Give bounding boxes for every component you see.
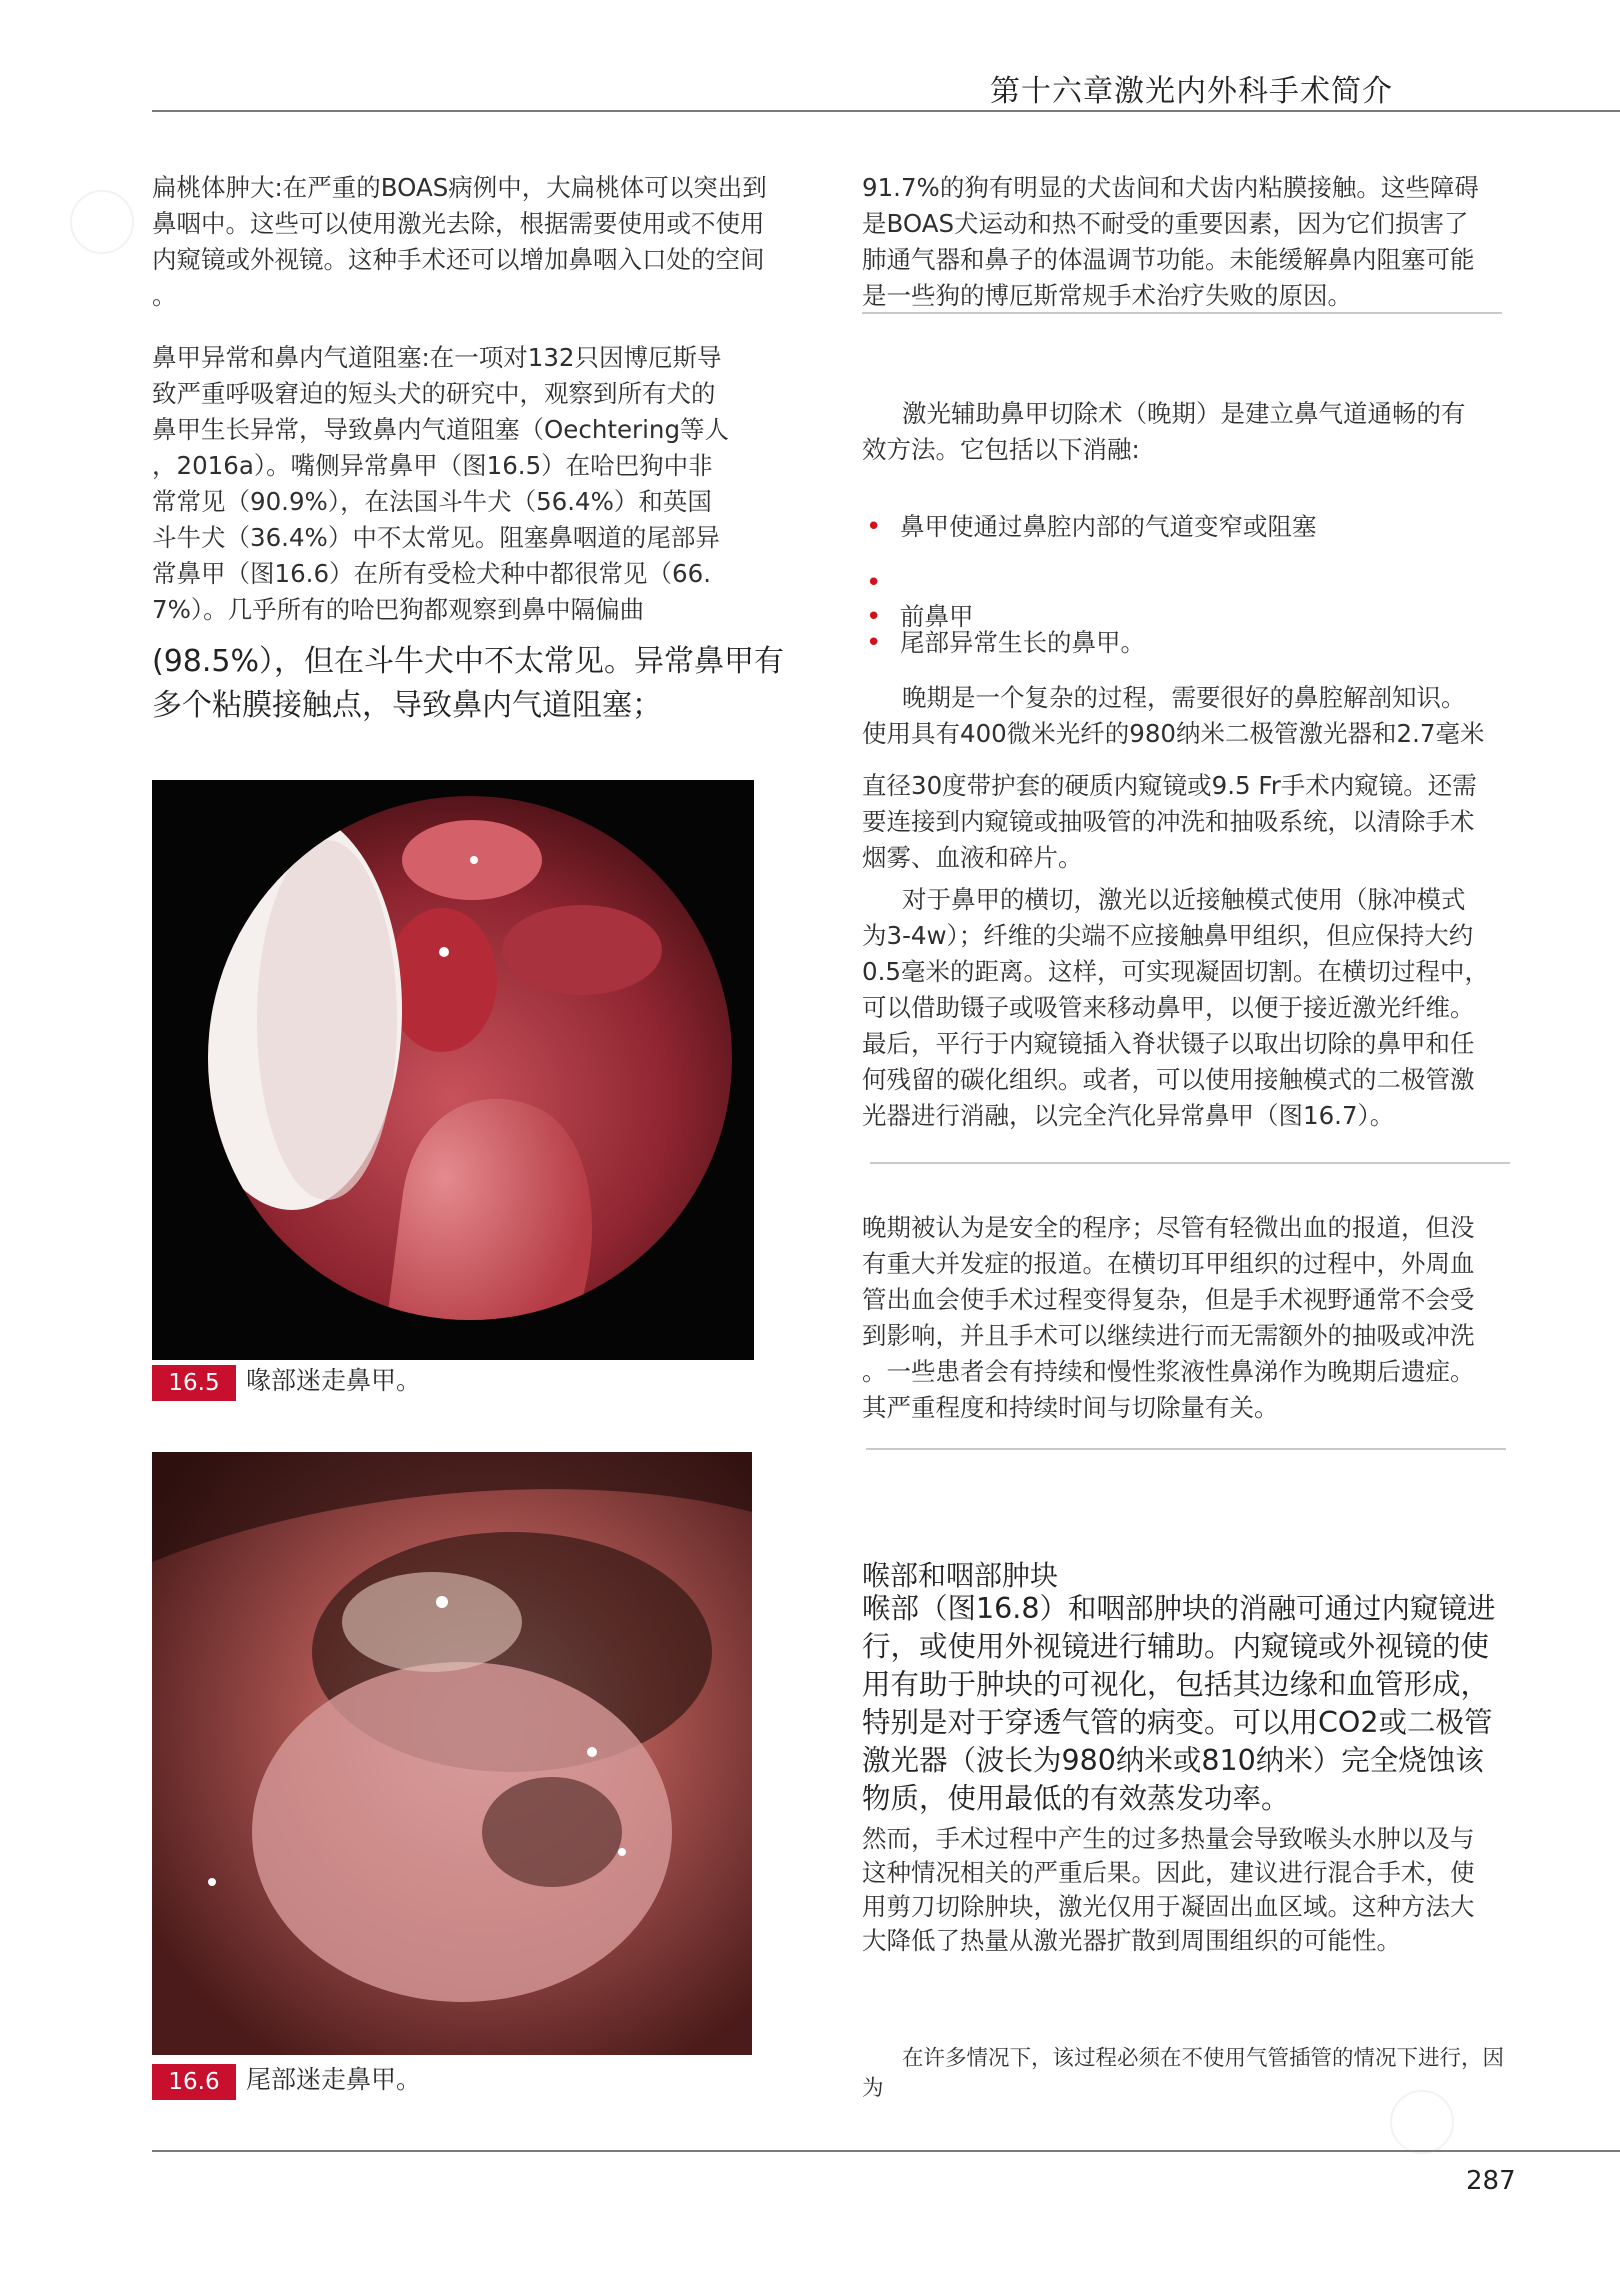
text-line: 在许多情况下，该过程必须在不使用气管插管的情况下进行，因	[902, 2046, 1505, 2071]
text-line: 晚期是一个复杂的过程，需要很好的鼻腔解剖知识。	[902, 683, 1466, 712]
text-line: 肺通气器和鼻子的体温调节功能。未能缓解鼻内阻塞可能	[862, 245, 1475, 274]
bullet-icon: •	[866, 602, 882, 632]
text-line: 使用具有400微米光纤的980纳米二极管激光器和2.7毫米	[862, 719, 1485, 748]
text-line: 效方法。它包括以下消融:	[862, 435, 1140, 464]
right-paragraph-safety	[862, 1210, 1522, 1426]
scan-artifact-line	[866, 1448, 1506, 1450]
text-line: 光器进行消融，以完全汽化异常鼻甲（图16.7）。	[862, 1101, 1395, 1130]
text-line: 可以借助镊子或吸管来移动鼻甲，以便于接近激光纤维。	[862, 993, 1475, 1022]
text-line: 0.5毫米的距离。这样，可实现凝固切割。在横切过程中，	[862, 957, 1489, 986]
footer-rule	[152, 2150, 1620, 2152]
list-item-text: 前鼻甲	[900, 602, 974, 631]
chapter-title: 第十六章激光内外科手术简介	[990, 74, 1393, 109]
text-line: 有重大并发症的报道。在横切耳甲组织的过程中，外周血	[862, 1249, 1475, 1278]
figure-16-6-image	[152, 1452, 752, 2055]
text-line: 常常见（90.9%），在法国斗牛犬（56.4%）和英国	[152, 487, 712, 516]
text-line: 大降低了热量从激光器扩散到周围组织的可能性。	[862, 1926, 1401, 1955]
figure-16-5-number: 16.5	[152, 1365, 236, 1401]
page-number: 287	[1466, 2166, 1516, 2196]
text-line: 鼻甲生长异常，导致鼻内气道阻塞（Oechtering等人	[152, 415, 729, 444]
text-line: 为3-4w）；纤维的尖端不应接触鼻甲组织，但应保持大约	[862, 921, 1474, 950]
text-line: 用有助于肿块的可视化，包括其边缘和血管形成，	[862, 1668, 1490, 1701]
figure-16-5-image	[152, 780, 754, 1360]
text-line: 致严重呼吸窘迫的短头犬的研究中，观察到所有犬的	[152, 379, 716, 408]
right-paragraph-turbinectomy-intro	[862, 396, 1522, 468]
text-line: 直径30度带护套的硬质内窥镜或9.5 Fr手术内窥镜。还需	[862, 771, 1477, 800]
text-line: 91.7%的狗有明显的犬齿间和犬齿内粘膜接触。这些障碍	[862, 173, 1479, 202]
text-line: 鼻甲异常和鼻内气道阻塞:在一项对132只因博厄斯导	[152, 343, 722, 372]
text-line: 管出血会使手术过程变得复杂，但是手术视野通常不会受	[862, 1285, 1475, 1314]
text-line: 内窥镜或外视镜。这种手术还可以增加鼻咽入口处的空间	[152, 245, 765, 274]
text-line: 多个粘膜接触点，导致鼻内气道阻塞；	[152, 688, 662, 723]
text-line: 。	[152, 281, 177, 310]
text-line: 喉部（图16.8）和咽部肿块的消融可通过内窥镜进	[862, 1592, 1496, 1625]
section-title-laryngeal-masses: 喉部和咽部肿块	[862, 1559, 1059, 1592]
endoscopy-photo	[152, 780, 754, 1360]
right-paragraph-mass-ablation	[862, 1590, 1522, 1818]
text-line: 是BOAS犬运动和热不耐受的重要因素，因为它们损害了	[862, 209, 1469, 238]
text-line: 用剪刀切除肿块，激光仅用于凝固出血区域。这种方法大	[862, 1892, 1475, 1921]
header-rule	[152, 110, 1620, 112]
text-line: 激光器（波长为980纳米或810纳米）完全烧蚀该	[862, 1744, 1484, 1777]
text-line: 为	[862, 2076, 884, 2101]
text-line: 特别是对于穿透气管的病变。可以用CO2或二极管	[862, 1706, 1493, 1739]
list-item	[862, 566, 1145, 600]
text-line: 这种情况相关的严重后果。因此，建议进行混合手术，使	[862, 1858, 1475, 1887]
text-line: (98.5%），但在斗牛犬中不太常见。异常鼻甲有	[152, 644, 785, 679]
text-line: 晚期被认为是安全的程序；尽管有轻微出血的报道，但没	[862, 1213, 1475, 1242]
text-line: 何残留的碳化组织。或者，可以使用接触模式的二极管激	[862, 1065, 1475, 1094]
list-item	[862, 510, 1317, 544]
scan-artifact-line	[870, 1162, 1510, 1164]
text-line: 激光辅助鼻甲切除术（晚期）是建立鼻气道通畅的有	[902, 399, 1466, 428]
watermark-mark	[57, 177, 148, 268]
text-line: 到影响，并且手术可以继续进行而无需额外的抽吸或冲洗	[862, 1321, 1475, 1350]
text-line: 7%）。几乎所有的哈巴狗都观察到鼻中隔偏曲	[152, 595, 645, 624]
text-line: 其严重程度和持续时间与切除量有关。	[862, 1393, 1279, 1422]
text-line: 鼻咽中。这些可以使用激光去除，根据需要使用或不使用	[152, 209, 765, 238]
bullet-icon: •	[866, 568, 882, 598]
left-paragraph-continuation	[152, 640, 812, 728]
text-line: 常鼻甲（图16.6）在所有受检犬种中都很常见（66.	[152, 559, 712, 588]
text-line: 是一些狗的博厄斯常规手术治疗失败的原因。	[862, 281, 1352, 310]
text-line: 行，或使用外视镜进行辅助。内窥镜或外视镜的使	[862, 1630, 1490, 1663]
text-line: ，2016a）。嘴侧异常鼻甲（图16.5）在哈巴狗中非	[152, 451, 713, 480]
endoscopy-photo	[152, 1452, 752, 2055]
list-item	[862, 626, 1145, 660]
text-line: 对于鼻甲的横切，激光以近接触模式使用（脉冲模式	[902, 885, 1466, 914]
right-paragraph-transection	[862, 882, 1522, 1134]
bullet-icon: •	[866, 628, 882, 658]
left-paragraph-turbinates	[152, 340, 802, 628]
text-line: 烟雾、血液和碎片。	[862, 843, 1083, 872]
right-paragraph-endoscope	[862, 768, 1522, 876]
text-line: 最后，平行于内窥镜插入脊状镊子以取出切除的鼻甲和任	[862, 1029, 1475, 1058]
ablation-list	[862, 510, 1317, 544]
ablation-list-continued	[862, 566, 1145, 660]
text-line: 要连接到内窥镜或抽吸管的冲洗和抽吸系统，以清除手术	[862, 807, 1475, 836]
figure-16-6-number: 16.6	[152, 2064, 236, 2100]
figure-16-6-caption: 尾部迷走鼻甲。	[246, 2065, 422, 2094]
text-line: 扁桃体肿大:在严重的BOAS病例中，大扁桃体可以突出到	[152, 173, 767, 202]
left-paragraph-tonsils	[152, 170, 802, 314]
text-line: 然而，手术过程中产生的过多热量会导致喉头水肿以及与	[862, 1824, 1475, 1853]
list-item-text: 尾部异常生长的鼻甲。	[900, 628, 1145, 657]
list-item-text: 鼻甲使通过鼻腔内部的气道变窄或阻塞	[900, 512, 1317, 541]
text-line: 物质，使用最低的有效蒸发功率。	[862, 1782, 1290, 1815]
list-item	[862, 600, 1145, 632]
scan-artifact-line	[862, 312, 1502, 314]
figure-16-5-caption: 喙部迷走鼻甲。	[246, 1366, 422, 1395]
text-line: 。一些患者会有持续和慢性浆液性鼻涕作为晚期后遗症。	[862, 1357, 1475, 1386]
bullet-icon: •	[866, 512, 882, 542]
right-paragraph-heat-risk	[862, 1822, 1522, 1958]
right-paragraph-mucosal-contact	[862, 170, 1522, 314]
right-paragraph-procedure	[862, 680, 1522, 752]
text-line: 斗牛犬（36.4%）中不太常见。阻塞鼻咽道的尾部异	[152, 523, 720, 552]
